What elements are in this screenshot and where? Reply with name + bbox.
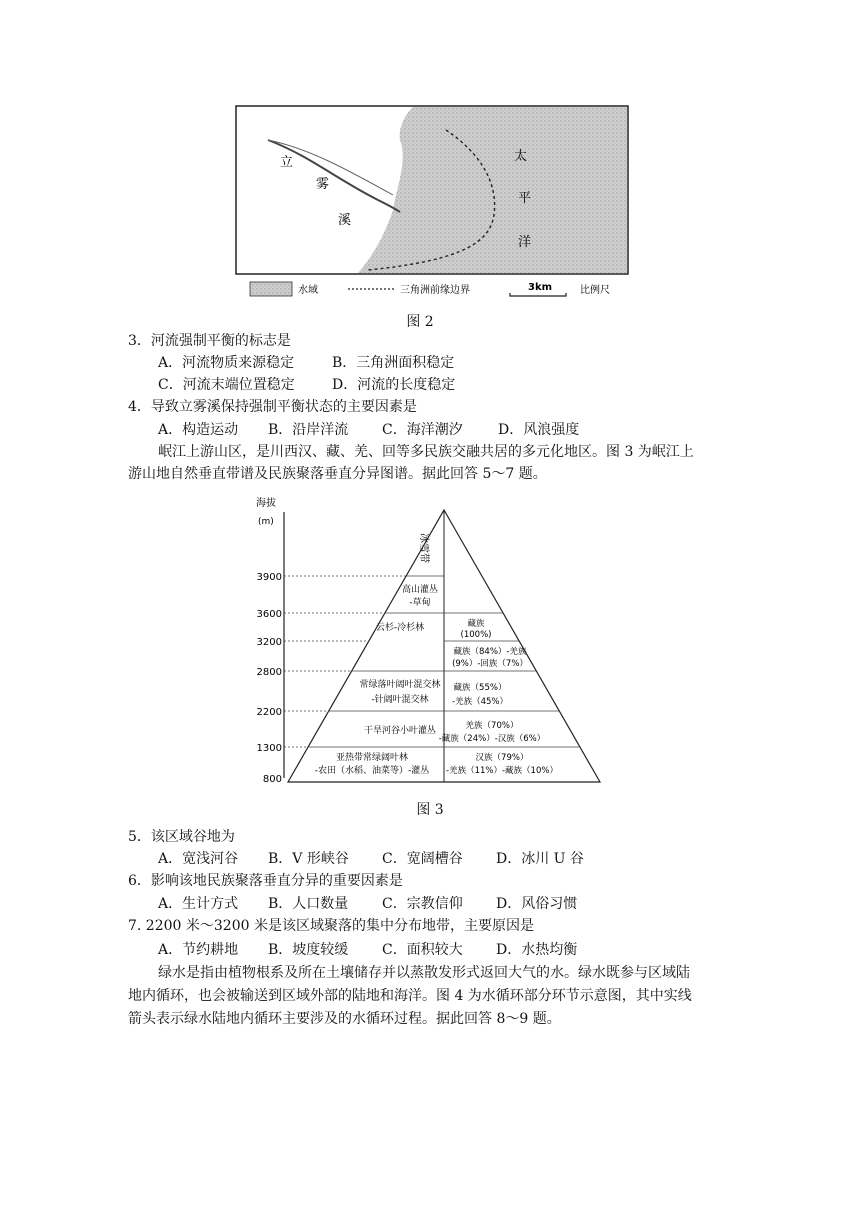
ethnic-label: 藏族 [467, 619, 485, 629]
question-7-option-b: B．坡度较缓 [268, 942, 349, 958]
question-7-option-d: D．水热均衡 [496, 942, 578, 958]
question-5-option-c: C．宽阔槽谷 [382, 851, 463, 867]
question-3-option-b: B．三角洲面积稳定 [332, 355, 455, 371]
scale-bar [510, 293, 566, 296]
question-4-option-a: A．构造运动 [158, 422, 239, 438]
figure-3-caption: 图 3 [416, 802, 444, 818]
ocean-label-char: 平 [518, 191, 532, 206]
river-label-char: 溪 [338, 213, 352, 228]
ethnic-label: 藏族（84%）-羌族 [453, 647, 527, 657]
passage-5-7-line2: 游山地自然垂直带谱及民族聚落垂直分异图谱。据此回答 5～7 题。 [128, 466, 547, 482]
ethnic-label: -羌族（45%） [452, 697, 508, 707]
question-6-stem: 6．影响该地民族聚落垂直分异的重要因素是 [128, 873, 403, 889]
question-4-option-c: C．海洋潮汐 [382, 422, 463, 438]
scale-label: 比例尺 [580, 285, 610, 296]
question-5-option-a: A．宽浅河谷 [158, 851, 239, 867]
question-3-option-c: C．河流末端位置稳定 [158, 377, 295, 393]
ethnic-label: 汉族（79%） [475, 753, 529, 763]
question-6-option-c: C．宗教信仰 [382, 896, 463, 912]
tick-label: 800 [262, 774, 282, 785]
passage-5-7-line1: 岷江上游山区，是川西汉、藏、羌、回等多民族交融共居的多元化地区。图 3 为岷江上 [158, 444, 694, 460]
legend-water-label: 水域 [298, 285, 318, 296]
zone-subtropical-label: 亚热带常绿阔叶林 [335, 753, 409, 763]
scale-value: 3km [528, 282, 553, 293]
figure-3-diagram [250, 492, 610, 792]
ocean-label-char: 太 [514, 149, 528, 164]
question-4-option-b: B．沿岸洋流 [268, 422, 349, 438]
zone-alpine-label: 高山灌丛 [401, 585, 439, 595]
legend-boundary-label: 三角洲前缘边界 [400, 285, 470, 296]
passage-8-9-line1: 绿水是指由植物根系及所在土壤储存并以蒸散发形式返回大气的水。绿水既参与区域陆 [158, 965, 690, 981]
tick-label: 3900 [256, 572, 282, 583]
river-label-char: 雾 [316, 177, 330, 192]
zone-dry-label: 干旱河谷小叶灌丛 [363, 726, 437, 736]
question-6-option-a: A．生计方式 [158, 896, 239, 912]
question-7-option-c: C．面积较大 [382, 942, 463, 958]
question-4-stem: 4．导致立雾溪保持强制平衡状态的主要因素是 [128, 399, 417, 415]
zone-ice-label: 冰雪带 [418, 533, 429, 563]
question-7-option-a: A．节约耕地 [158, 942, 239, 958]
question-5-option-b: B．V 形峡谷 [268, 851, 349, 867]
river-label-char: 立 [280, 155, 294, 170]
question-3-option-a: A．河流物质来源稳定 [158, 355, 295, 371]
tick-label: 2200 [256, 707, 282, 718]
passage-8-9-line3: 箭头表示绿水陆地内循环主要涉及的水循环过程。据此回答 8～9 题。 [128, 1011, 561, 1027]
ethnic-label: 藏族（55%） [453, 683, 507, 693]
y-axis-title: 海拔 [256, 498, 276, 509]
zone-mixed-label: -针阔叶混交林 [371, 695, 429, 705]
question-5-stem: 5．该区域谷地为 [128, 829, 235, 845]
tick-label: 2800 [256, 667, 282, 678]
question-5-option-d: D．冰川 U 谷 [496, 851, 584, 867]
zone-alpine-label: -草甸 [409, 598, 431, 608]
tick-label: 1300 [256, 743, 282, 754]
question-7-stem: 7. 2200 米～3200 米是该区域聚落的集中分布地带，主要原因是 [128, 918, 534, 934]
tick-label: 3200 [256, 637, 282, 648]
ethnic-label: -羌族（11%）-藏族（10%） [446, 766, 558, 776]
question-3-stem: 3．河流强制平衡的标志是 [128, 333, 291, 349]
y-axis-unit: (m) [258, 517, 274, 527]
passage-8-9-line2: 地内循环，也会被输送到区域外部的陆地和海洋。图 4 为水循环部分环节示意图，其中实线 [128, 988, 692, 1004]
question-4-option-d: D．风浪强度 [498, 422, 580, 438]
question-3-option-d: D．河流的长度稳定 [332, 377, 456, 393]
zone-mixed-label: 常绿落叶阔叶混交林 [359, 680, 441, 690]
figure-2-map [228, 100, 638, 340]
zone-spruce-label: 云杉-冷杉林 [375, 623, 425, 633]
ethnic-label: -藏族（24%）-汉族（6%） [438, 734, 546, 744]
tick-label: 3600 [256, 609, 282, 620]
ethnic-label: (100%) [460, 630, 492, 640]
ethnic-label: 羌族（70%） [465, 721, 519, 731]
question-6-option-d: D．风俗习惯 [496, 896, 578, 912]
legend-water-swatch [250, 282, 292, 296]
figure-2-caption: 图 2 [406, 314, 434, 330]
ocean-label-char: 洋 [518, 235, 532, 250]
question-6-option-b: B．人口数量 [268, 896, 349, 912]
ethnic-label: (9%）-回族（7%） [452, 659, 528, 669]
zone-subtropical-label: -农田（水稻、油菜等）-灌丛 [314, 766, 430, 776]
